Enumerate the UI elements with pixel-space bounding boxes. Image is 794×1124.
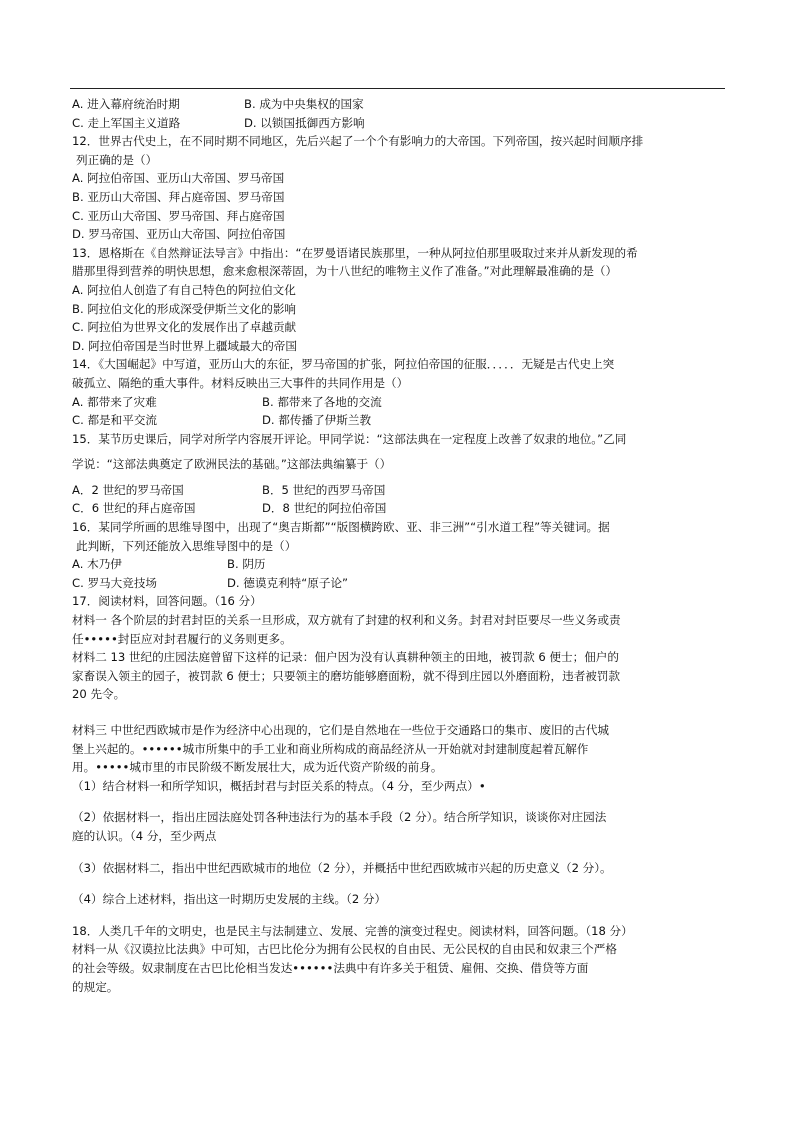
q16-option-c: C. 罗马大竞技场 <box>72 575 158 590</box>
q18-material1-line1: 材料一从《汉谟拉比法典》中可知，古巴比伦分为拥有公民权的自由民、无公民权的自由民和奴隶三个严格 <box>72 942 617 957</box>
exam-page <box>72 95 725 996</box>
q15-options-row2 <box>72 499 725 518</box>
q17-material1-line2: 任•••••封臣应对封君履行的义务则更多。 <box>72 631 292 646</box>
header-rule <box>70 88 725 89</box>
q15-option-a: A．2 世纪的罗马帝国 <box>72 482 184 497</box>
q17-material1-line1: 材料一 各个阶层的封君封臣的关系一旦形成，双方就有了封建的权利和义务。封君对封臣要尽一些义务或责 <box>72 613 621 628</box>
q14-options-row2 <box>72 411 725 430</box>
q11-option-d: D. 以锁国抵御西方影响 <box>244 115 365 130</box>
q11-options-row2 <box>72 114 725 133</box>
q17-part1: （1）结合材料一和所学知识，概括封君与封臣关系的特点。（4 分，至少两点）• <box>72 778 486 793</box>
q16-option-b: B. 阴历 <box>227 557 266 572</box>
q17-part2-line1: （2）依据材料一，指出庄园法庭处罚各种违法行为的基本手段（2 分）。结合所学知识，谈谈你对庄园法 <box>72 810 607 825</box>
q15-option-d: D．8 世纪的阿拉伯帝国 <box>262 501 387 516</box>
q17-material2-line2: 家畜误入领主的园子，被罚款 6 便士；只要领主的磨坊能够磨面粉，就不得到庄园以外磨面粉，违者被罚款 <box>72 668 621 683</box>
q11-option-b: B. 成为中央集权的国家 <box>244 97 364 111</box>
q17-material2-line1: 材料二 13 世纪的庄园法庭曾留下这样的记录：佃户因为没有认真耕种领主的田地，被罚款 6 便士；佃户的 <box>72 650 619 665</box>
q14-option-b: B. 都带来了各地的交流 <box>262 394 382 409</box>
q14-option-c: C. 都是和平交流 <box>72 413 158 428</box>
q11-option-a: A. 进入幕府统治时期 <box>72 97 180 111</box>
q16-option-d: D. 德谟克利特“原子论” <box>227 575 349 590</box>
q13-option-c: C. 阿拉伯为世界文化的发展作出了卓越贡献 <box>72 320 297 335</box>
q12-option-d: D. 罗马帝国、亚历山大帝国、阿拉伯帝国 <box>72 227 286 242</box>
q18-material1-line3: 的规定。 <box>72 979 119 994</box>
q16-options-row2 <box>72 574 725 593</box>
q17-material3-line3: 用。•••••城市里的市民阶级不断发展壮大，成为近代资产阶级的前身。 <box>72 760 443 775</box>
q13-stem-line1: 13．恩格斯在《自然辩证法导言》中指出：“在罗曼语诸民族那里，一种从阿拉伯那里吸取过来并从新发现的希 <box>72 245 638 260</box>
q12-stem-line1: 12．世界古代史上，在不同时期不同地区，先后兴起了一个个有影响力的大帝国。下列帝国，按兴起时间顺序排 <box>72 134 644 149</box>
q14-option-d: D. 都传播了伊斯兰教 <box>262 413 372 428</box>
q16-stem-line1: 16．某同学所画的思维导图中，出现了“奥吉斯都”“版图横跨欧、亚、非三洲”“引水道工程”等关键词。据 <box>72 520 610 535</box>
q15-stem-line1: 15．某节历史课后，同学对所学内容展开评论。甲同学说：“这部法典在一定程度上改善了奴隶的地位。”乙同 <box>72 431 627 446</box>
q15-stem-line2: 学说：“这部法典奠定了欧洲民法的基础。”这部法典编纂于（） <box>72 457 392 472</box>
q18-stem: 18．人类几千年的文明史，也是民主与法制建立、发展、完善的演变过程史。阅读材料，回答问题。（18 分） <box>72 923 633 938</box>
q17-material2-line3: 20 先令。 <box>72 687 126 702</box>
q16-stem-line2: 此判断，下列还能放入思维导图中的是（） <box>76 538 297 553</box>
q14-options-row1 <box>72 393 725 412</box>
q13-option-a: A. 阿拉伯人创造了有自己特色的阿拉伯文化 <box>72 282 296 297</box>
q17-material3-line2: 堡上兴起的。••••••城市所集中的手工业和商业所构成的商品经济从一开始就对封建制度起着瓦解作 <box>72 741 589 756</box>
q12-option-c: C. 亚历山大帝国、罗马帝国、拜占庭帝国 <box>72 208 285 223</box>
q18-material1-line2: 的社会等级。奴隶制度在古巴比伦相当发达••••••法典中有许多关于租赁、雇佣、交换、借贷等方面 <box>72 960 589 975</box>
q15-option-c: C．6 世纪的拜占庭帝国 <box>72 501 196 516</box>
q15-options-row1 <box>72 481 725 500</box>
q15-option-b: B．5 世纪的西罗马帝国 <box>262 482 386 497</box>
q17-part2-line2: 庭的认识。（4 分，至少两点 <box>72 828 217 843</box>
q12-stem-line2: 列正确的是（） <box>76 152 158 167</box>
q17-material3-line1: 材料三 中世纪西欧城市是作为经济中心出现的，它们是自然地在一些位于交通路口的集市、废旧的古代城 <box>72 723 610 737</box>
q17-stem: 17．阅读材料，回答问题。（16 分） <box>72 594 262 609</box>
q17-part4: （4）综合上述材料，指出这一时期历史发展的主线。（2 分） <box>72 892 387 907</box>
q14-stem-line2: 破孤立、隔绝的重大事件。材料反映出三大事件的共同作用是（） <box>72 375 409 390</box>
q13-option-b: B. 阿拉伯文化的形成深受伊斯兰文化的影响 <box>72 301 297 316</box>
q17-part3: （3）依据材料二，指出中世纪西欧城市的地位（2 分），并概括中世纪西欧城市兴起的历史意义（2 分）。 <box>72 860 612 875</box>
q13-option-d: D. 阿拉伯帝国是当时世界上疆域最大的帝国 <box>72 338 297 353</box>
q11-options-row1 <box>72 95 725 114</box>
q14-option-a: A. 都带来了灾难 <box>72 394 157 409</box>
q12-option-b: B. 亚历山大帝国、拜占庭帝国、罗马帝国 <box>72 189 285 204</box>
q11-option-c: C. 走上军国主义道路 <box>72 115 181 130</box>
q16-option-a: A. 木乃伊 <box>72 557 122 572</box>
q16-options-row1 <box>72 555 725 574</box>
q14-stem-line1: 14．《大国崛起》中写道，亚历山大的东征，罗马帝国的扩张，阿拉伯帝国的征服．．．．．无疑是古代史上突 <box>72 357 615 372</box>
q12-option-a: A. 阿拉伯帝国、亚历山大帝国、罗马帝国 <box>72 171 285 186</box>
q13-stem-line2: 腊那里得到营养的明快思想，愈来愈根深蒂固，为十八世纪的唯物主义作了准备。”对此理解最准确的是（） <box>72 264 618 279</box>
